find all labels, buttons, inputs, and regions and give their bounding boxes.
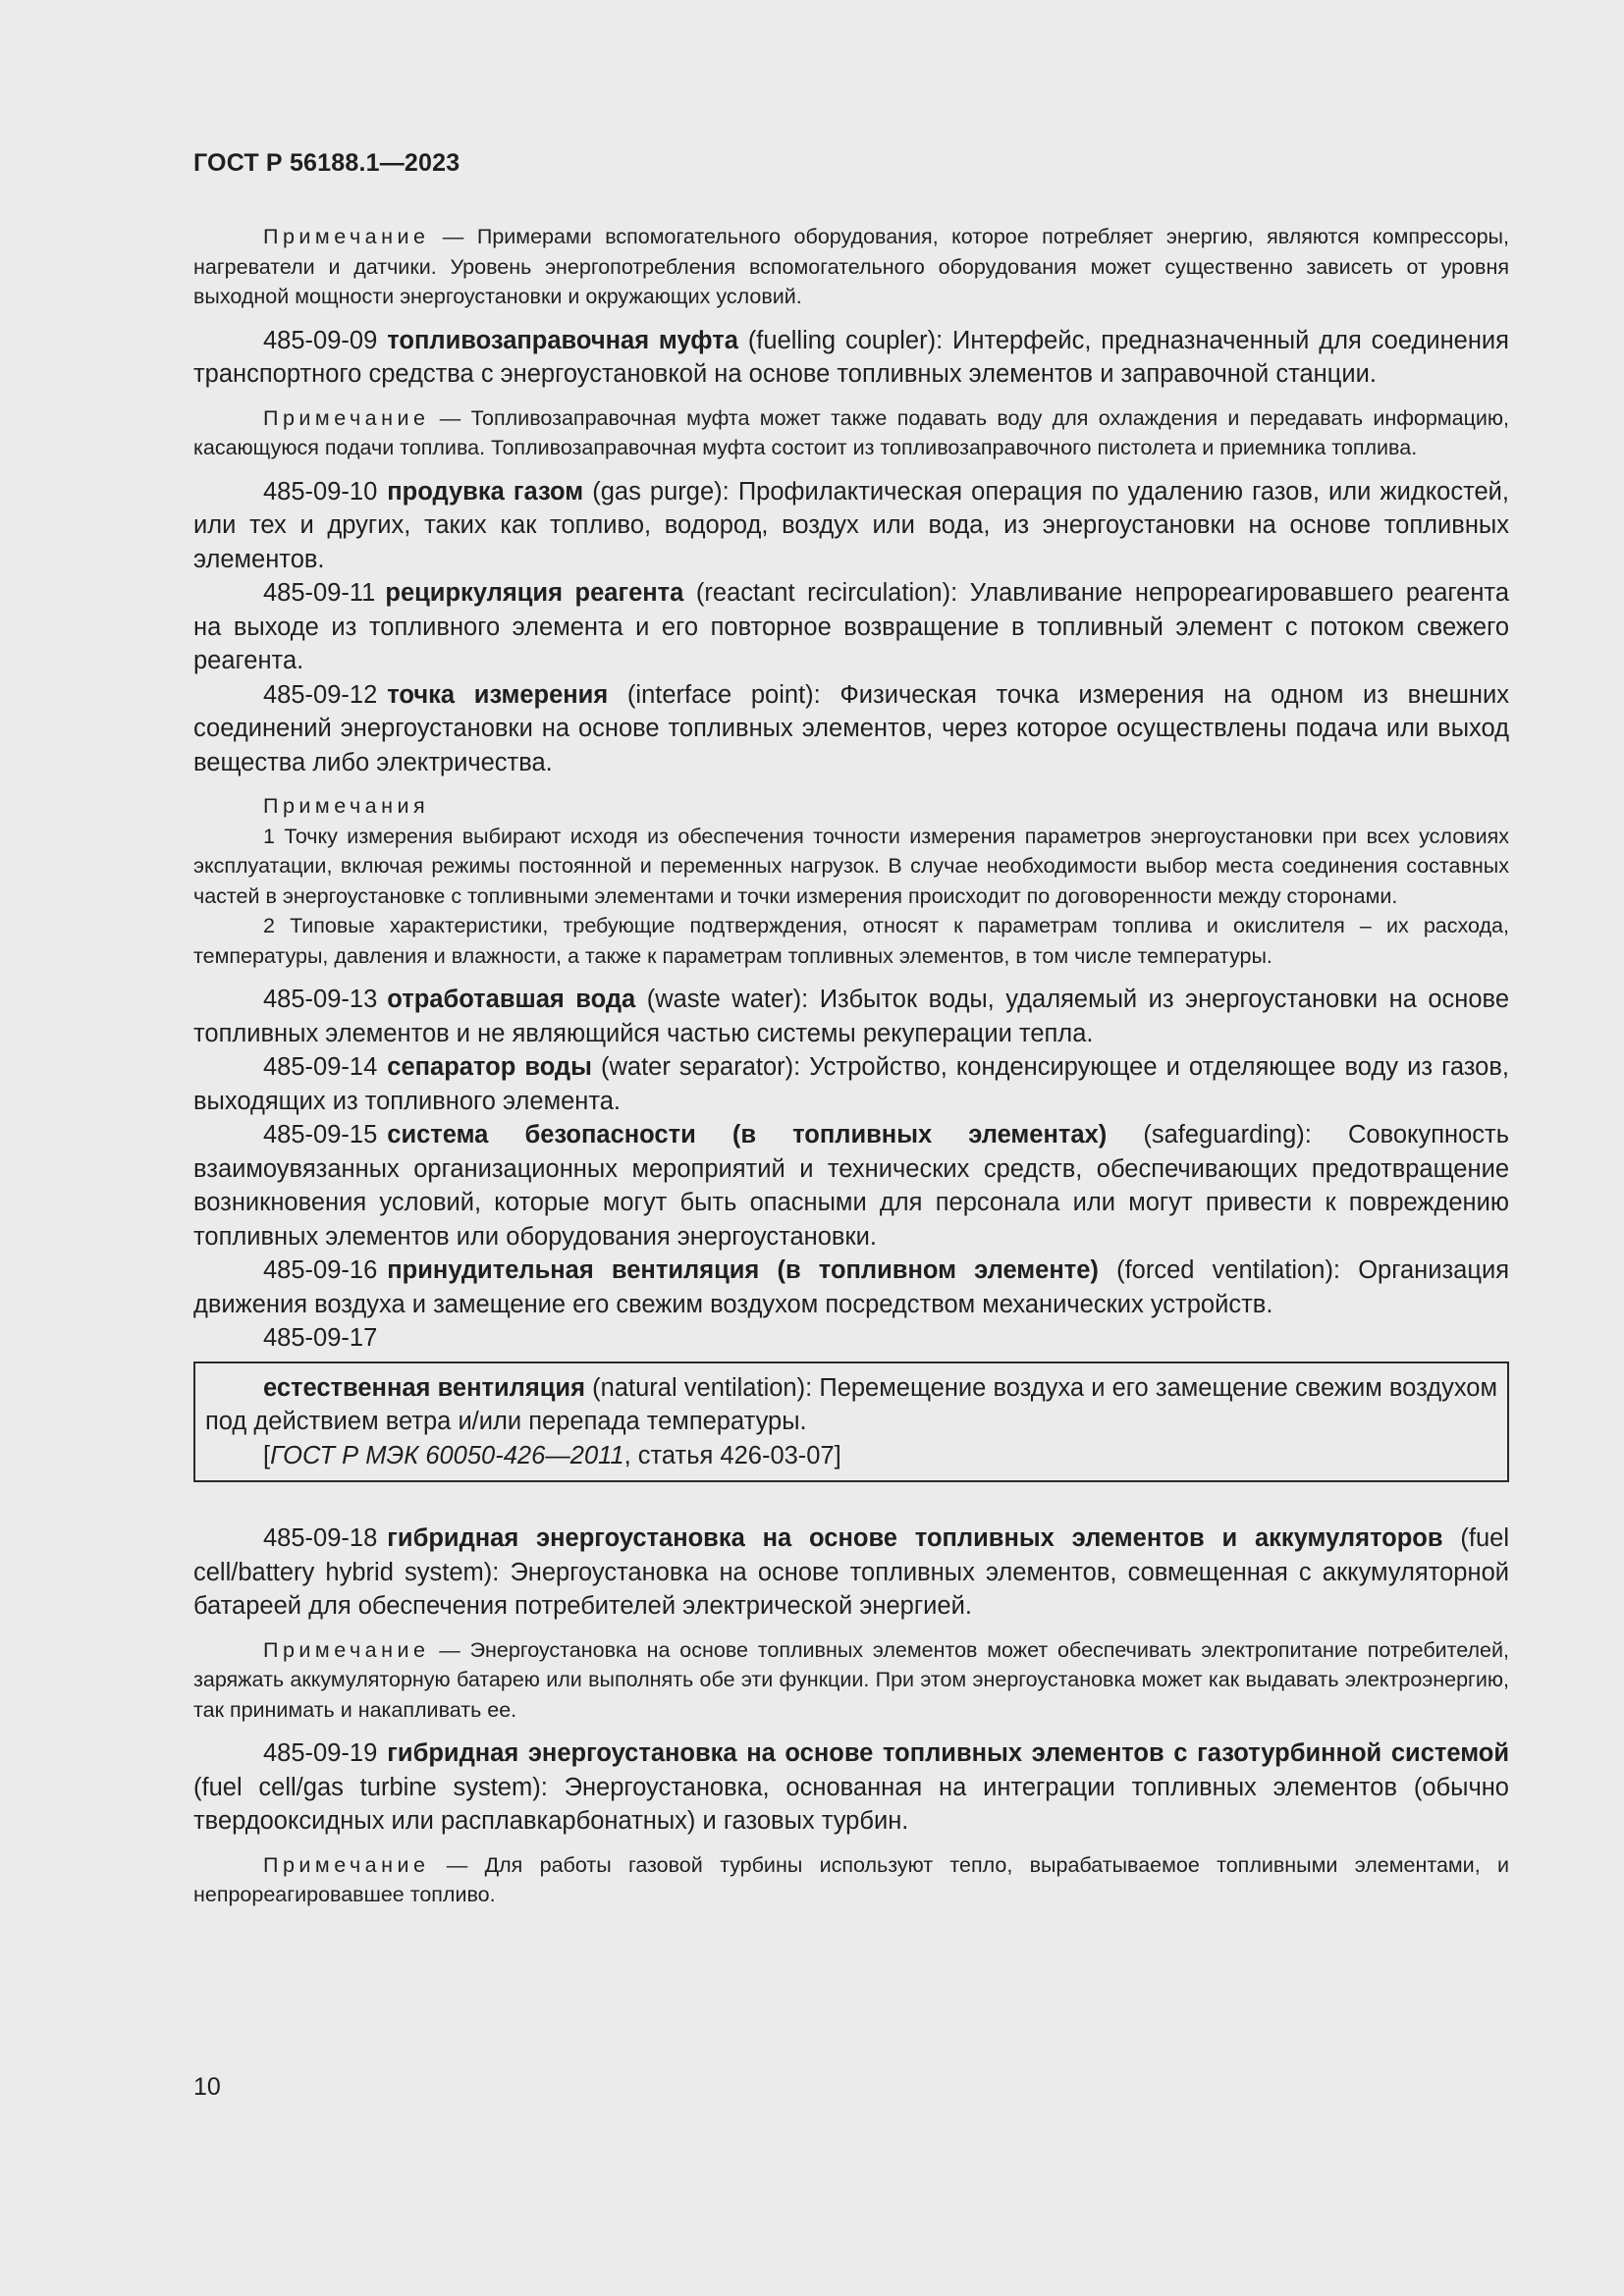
term-title: гибридная энергоустановка на основе топливных элементов с газотурбинной системой: [387, 1739, 1509, 1767]
term-number-485-09-17: 485-09-17: [263, 1324, 378, 1352]
term-number: 485-09-09: [263, 326, 378, 354]
term-definition: Улавливание непрореагировавшего реагента на выходе из топливного элемента и его повторное возвращение в топливный элемент с потоком свежего реагента.: [193, 579, 1510, 674]
page-content: [193, 222, 1509, 1910]
term-english: (reactant recirculation):: [695, 579, 958, 607]
ref-open-bracket: [: [263, 1441, 271, 1469]
term-title: рециркуляция реагента: [385, 579, 684, 607]
term-english: (natural ventilation):: [592, 1373, 813, 1402]
term-entry-485-09-11: [193, 576, 1509, 678]
note-label: Примечание: [263, 405, 430, 430]
term-title: точка измерения: [387, 680, 609, 709]
term-definition: Физическая точка измерения на одном из внешних соединений энергоустановки на основе топливных элементов, через которое осуществлены подача или выход вещества либо электричества.: [193, 680, 1509, 776]
term-title: система безопасности (в топливных элементах): [387, 1121, 1108, 1148]
term-number: 485-09-14: [263, 1053, 378, 1081]
term-english: (waste water):: [646, 986, 809, 1013]
term-definition: Перемещение воздуха и его замещение свежим воздухом под действием ветра и/или перепада температуры.: [205, 1373, 1498, 1435]
term-title: естественная вентиляция: [263, 1373, 585, 1402]
term-definition: Избыток воды, удаляемый из энергоустановки на основе топливных элементов и не являющийся частью системы рекуперации тепла.: [193, 986, 1510, 1047]
note: [193, 403, 1509, 463]
ref-article: , статья 426-03-07]: [623, 1441, 841, 1469]
term-number: 485-09-18: [263, 1524, 378, 1552]
note-label: Примечание: [263, 1637, 430, 1662]
term-number: 485-09-11: [263, 579, 376, 607]
term-definition: Организация движения воздуха и замещение его свежим воздухом посредством механических устройств.: [193, 1256, 1509, 1318]
term-english: (safeguarding):: [1143, 1121, 1312, 1148]
term-entry-485-09-10: [193, 475, 1509, 577]
term-definition: Энергоустановка на основе топливных элементов, совмещенная с аккумуляторной батареей для обеспечения потребителей электрической энергией.: [193, 1558, 1509, 1620]
note: [193, 1850, 1509, 1910]
note-text: — Топливозаправочная муфта может также подавать воду для охлаждения и передавать информацию, касающуюся подачи топлива. Топливозаправочная муфта состоит из топливозаправочного пистолета и приемника топлива.: [193, 405, 1509, 459]
note-label: Примечание: [263, 1852, 430, 1877]
term-number: 485-09-13: [263, 986, 378, 1013]
term-english: (fuel cell/battery hybrid system):: [193, 1524, 1509, 1586]
note-label: Примечание: [263, 225, 430, 248]
term-definition: Профилактическая операция по удалению газов, или жидкостей, или тех и других, таких как топливо, водород, воздух или вода, из энергоустановки на основе топливных элементов.: [193, 477, 1509, 573]
note-text: — Примерами вспомогательного оборудования, которое потребляет энергию, являются компрессоры, нагреватели и датчики. Уровень энергопотребления вспомогательного оборудования может существенно зависеть от уровня выходной мощности энергоустановки и окружающих условий.: [193, 225, 1509, 308]
term-number: 485-09-19: [263, 1739, 378, 1767]
term-english: (gas purge):: [592, 477, 730, 506]
term-entry-485-09-18: [193, 1522, 1509, 1624]
term-entry-485-09-14: [193, 1050, 1509, 1118]
boxed-term-485-09-17: [193, 1362, 1509, 1483]
term-english: (fuel cell/gas turbine system):: [193, 1773, 548, 1801]
standard-header: ГОСТ Р 56188.1—2023: [193, 149, 460, 177]
notes-label: Примечания: [263, 794, 430, 818]
term-english: (interface point):: [626, 680, 821, 709]
term-entry-485-09-09: [193, 324, 1509, 392]
term-english: (water separator):: [600, 1053, 801, 1081]
term-entry-485-09-15: [193, 1118, 1509, 1254]
term-number: 485-09-12: [263, 680, 378, 709]
term-definition: Совокупность взаимоувязанных организационных мероприятий и технических средств, обеспечивающих предотвращение возникновения условий, которые могут быть опасными для персонала или могут привести к повреждению топливных элементов или оборудования энергоустановки.: [193, 1121, 1509, 1251]
term-entry-485-09-16: [193, 1254, 1509, 1321]
ref-document: ГОСТ Р МЭК 60050-426—2011: [270, 1441, 624, 1469]
term-title: продувка газом: [387, 477, 584, 506]
note: [193, 222, 1509, 312]
term-entry-485-09-12: [193, 678, 1509, 780]
term-english: (fuelling coupler):: [747, 326, 944, 354]
note-item-1: 1 Точку измерения выбирают исходя из обеспечения точности измерения параметров энергоустановки при всех условиях эксплуатации, включая режимы постоянной и переменных нагрузок. В случае необходимости выбор места соединения составных частей в энергоустановке с топливными элементами и точки измерения происходит по договоренности между сторонами.: [193, 824, 1509, 908]
note-text: — Для работы газовой турбины используют тепло, вырабатываемое топливными элементами, и непрореагировавшее топливо.: [193, 1852, 1509, 1906]
boxed-term-entry: [205, 1371, 1497, 1439]
term-definition: Устройство, конденсирующее и отделяющее воду из газов, выходящих из топливного элемента.: [193, 1053, 1509, 1115]
term-title: отработавшая вода: [387, 986, 636, 1013]
term-title: гибридная энергоустановка на основе топливных элементов и аккумуляторов: [387, 1524, 1443, 1552]
note: [193, 1635, 1509, 1726]
source-reference: [205, 1439, 1497, 1473]
term-title: принудительная вентиляция (в топливном элементе): [387, 1256, 1099, 1284]
page-number: 10: [193, 2073, 221, 2101]
term-entry-485-09-13: [193, 983, 1509, 1050]
term-number: 485-09-15: [263, 1121, 378, 1148]
note-text: — Энергоустановка на основе топливных элементов может обеспечивать электропитание потребителей, заряжать аккумуляторную батарею или выполнять обе эти функции. При этом энергоустановка может как выдавать электроэнергию, так принимать и накапливать ее.: [193, 1637, 1509, 1722]
term-title: топливозаправочная муфта: [387, 326, 738, 354]
term-number: 485-09-10: [263, 477, 378, 506]
term-entry-485-09-19: [193, 1736, 1509, 1839]
note-item-2: 2 Типовые характеристики, требующие подтверждения, относят к параметрам топлива и окислителя – их расхода, температуры, давления и влажности, а также к параметрам топливных элементов, в том числе температуры.: [193, 914, 1509, 968]
term-english: (forced ventilation):: [1116, 1256, 1341, 1284]
term-title: сепаратор воды: [387, 1053, 592, 1081]
term-definition: Энергоустановка, основанная на интеграции топливных элементов (обычно твердооксидных или расплавкарбонатных) и газовых турбин.: [193, 1773, 1509, 1835]
term-number: 485-09-16: [263, 1256, 378, 1284]
term-definition: Интерфейс, предназначенный для соединения транспортного средства с энергоустановкой на основе топливных элементов и заправочной станции.: [193, 326, 1509, 388]
